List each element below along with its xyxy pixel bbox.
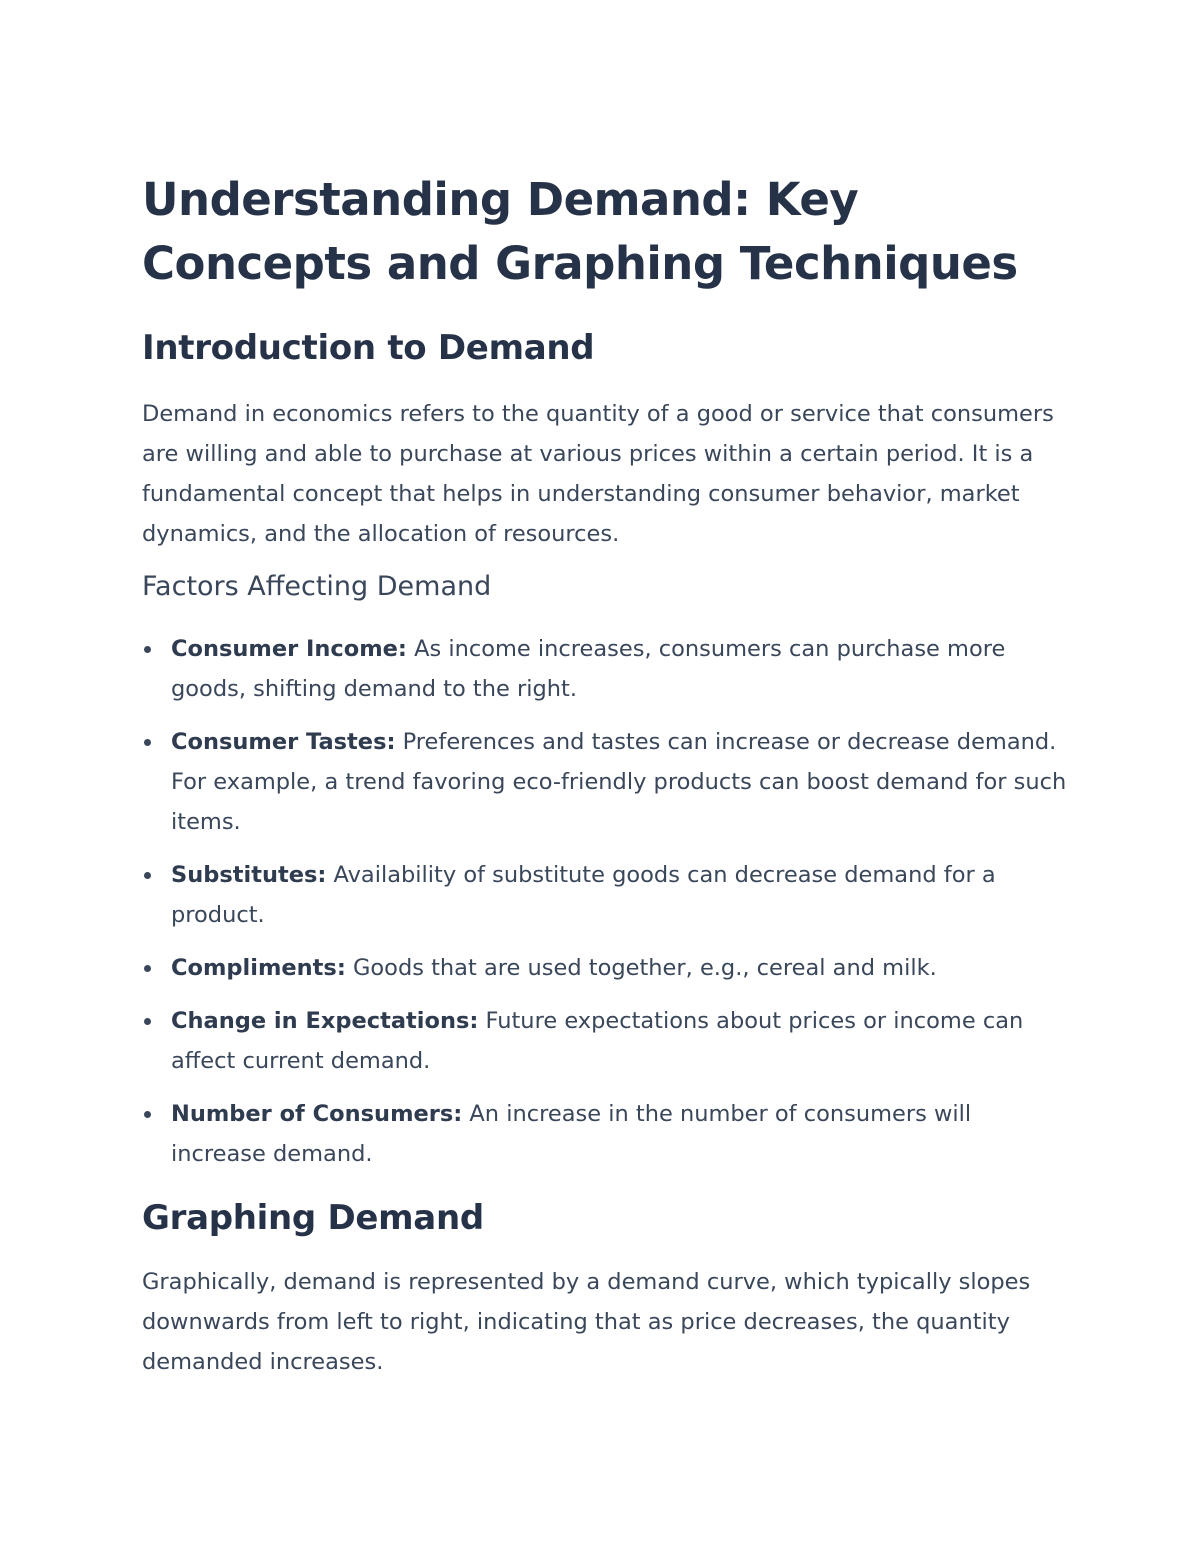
list-item-term: Change in Expectations: — [171, 1008, 479, 1034]
list-item-text: As income increases, consumers can purchase more goods, shifting demand to the right. — [171, 636, 1006, 702]
list-item-term: Substitutes: — [171, 862, 327, 888]
document-title: Understanding Demand: Key Concepts and Graphing Techniques — [142, 173, 1018, 290]
section-heading-introduction: Introduction to Demand — [142, 328, 595, 368]
list-item — [142, 722, 1070, 842]
list-item-text: An increase in the number of consumers will increase demand. — [171, 1101, 972, 1167]
list-item-text: Preferences and tastes can increase or decrease demand. For example, a trend favoring eco-friendly products can boost demand for such items. — [171, 729, 1067, 835]
intro-paragraph: Demand in economics refers to the quantity of a good or service that consumers are willing and able to purchase at various prices within a certain period. It is a fundamental concept that helps in understanding consumer behavior, market dynamics, and the allocation of resources. — [142, 401, 1054, 547]
list-item — [142, 1094, 1070, 1174]
subsection-heading-factors: Factors Affecting Demand — [142, 571, 492, 602]
list-item — [142, 948, 1070, 988]
list-item-term: Consumer Income: — [171, 636, 407, 662]
list-item — [142, 1001, 1070, 1081]
list-item — [142, 629, 1070, 709]
list-item-text: Future expectations about prices or income can affect current demand. — [171, 1008, 1024, 1074]
list-item-text: Availability of substitute goods can decrease demand for a product. — [171, 862, 996, 928]
graphing-paragraph: Graphically, demand is represented by a demand curve, which typically slopes downwards from left to right, indicating that as price decreases, the quantity demanded increases. — [142, 1269, 1031, 1375]
list-item-term: Compliments: — [171, 955, 346, 981]
factors-list — [142, 629, 1070, 1174]
list-item-term: Consumer Tastes: — [171, 729, 396, 755]
list-item — [142, 855, 1070, 935]
list-item-text: Goods that are used together, e.g., cereal and milk. — [345, 955, 937, 981]
section-heading-graphing: Graphing Demand — [142, 1198, 484, 1238]
list-item-term: Number of Consumers: — [171, 1101, 463, 1127]
